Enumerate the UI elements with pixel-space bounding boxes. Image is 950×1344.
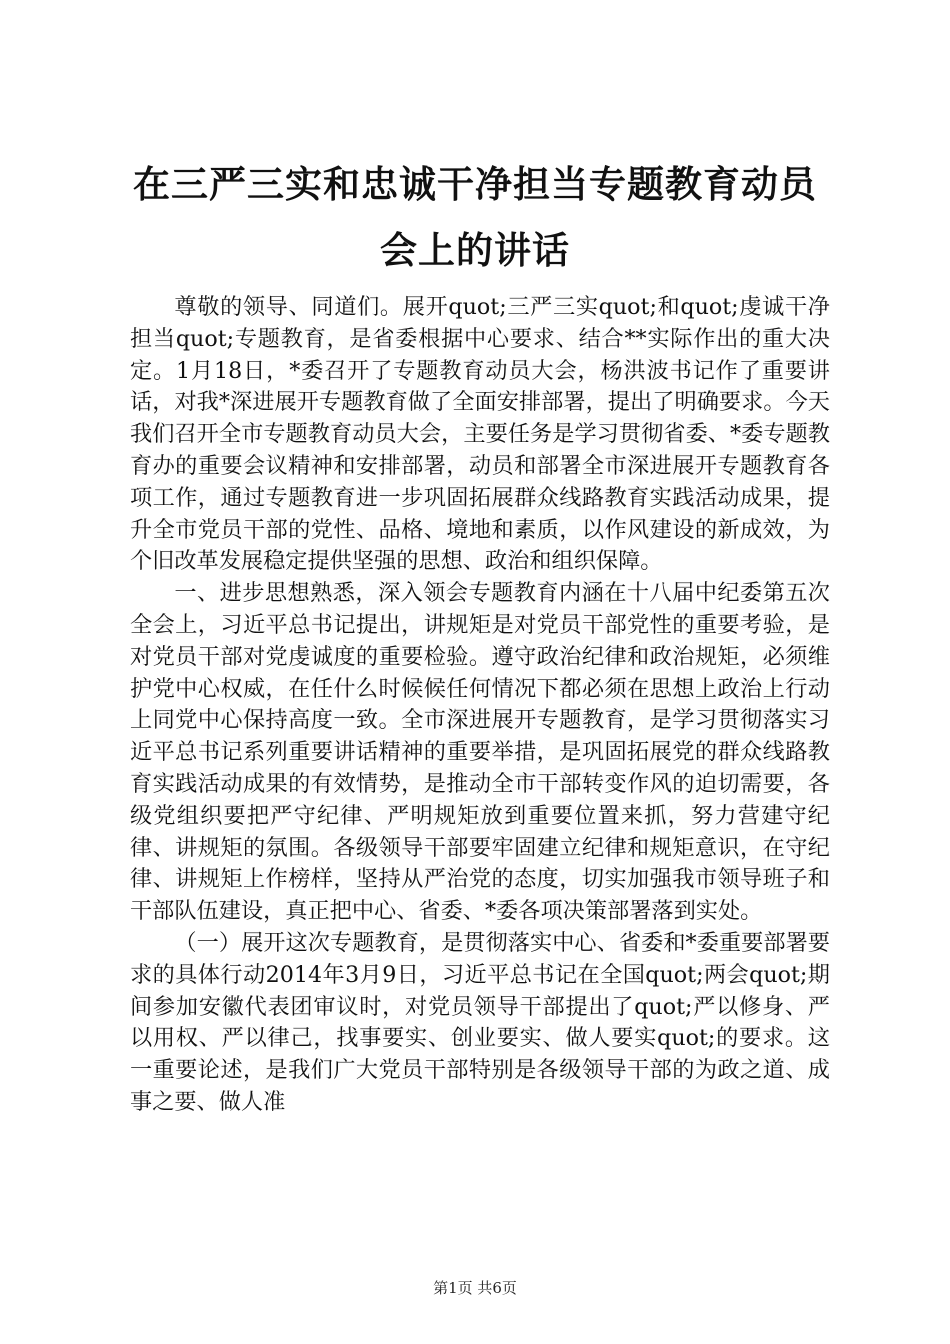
- paragraph-section-one: 一、进步思想熟悉，深入领会专题教育内涵在十八届中纪委第五次全会上，习近平总书记提出，讲规矩是对党员干部党性的重要考验，是对党员干部对党虔诚度的重要检验。遵守政治纪律和政治规矩，必须维护党中心权威，在任什么时候候任何情况下都必须在思想上政治上行动上同党中心保持高度一致。全市深进展开专题教育，是学习贯彻落实习近平总书记系列重要讲话精神的重要举措，是巩固拓展党的群众线路教育实践活动成果的有效情势，是推动全市干部转变作风的迫切需要，各级党组织要把严守纪律、严明规矩放到重要位置来抓，努力营建守纪律、讲规矩的氛围。各级领导干部要牢固建立纪律和规矩意识，在守纪律、讲规矩上作榜样，坚持从严治党的态度，切实加强我市领导班子和干部队伍建设，真正把中心、省委、*委各项决策部署落到实处。: [130, 580, 830, 925]
- paragraph-subsection-one: （一）展开这次专题教育，是贯彻落实中心、省委和*委重要部署要求的具体行动2014年3月9日，习近平总书记在全国quot;两会quot;期间参加安徽代表团审议时，对党员领导干部提出了quot;严以修身、严以用权、严以律己，找事要实、创业要实、做人要实quot;的要求。这一重要论述，是我们广大党员干部特别是各级领导干部的为政之道、成事之要、做人准: [130, 929, 830, 1115]
- paragraph-intro: 尊敬的领导、同道们。展开quot;三严三实quot;和quot;虔诚干净担当quot;专题教育，是省委根据中心要求、结合**实际作出的重大决定。1月18日，*委召开了专题教育动员大会，杨洪波书记作了重要讲话，对我*深进展开专题教育做了全面安排部署，提出了明确要求。今天我们召开全市专题教育动员大会，主要任务是学习贯彻省委、*委专题教育办的重要会议精神和安排部署，动员和部署全市深进展开专题教育各项工作，通过专题教育进一步巩固拓展群众线路教育实践活动成果，提升全市党员干部的党性、品格、境地和素质，以作风建设的新成效，为个旧改革发展稳定提供坚强的思想、政治和组织保障。: [130, 294, 830, 575]
- page-footer: 第1页 共6页: [433, 1279, 517, 1297]
- document-body: [130, 292, 830, 1119]
- document-title: 在三严三实和忠诚干净担当专题教育动员会上的讲话: [133, 163, 817, 272]
